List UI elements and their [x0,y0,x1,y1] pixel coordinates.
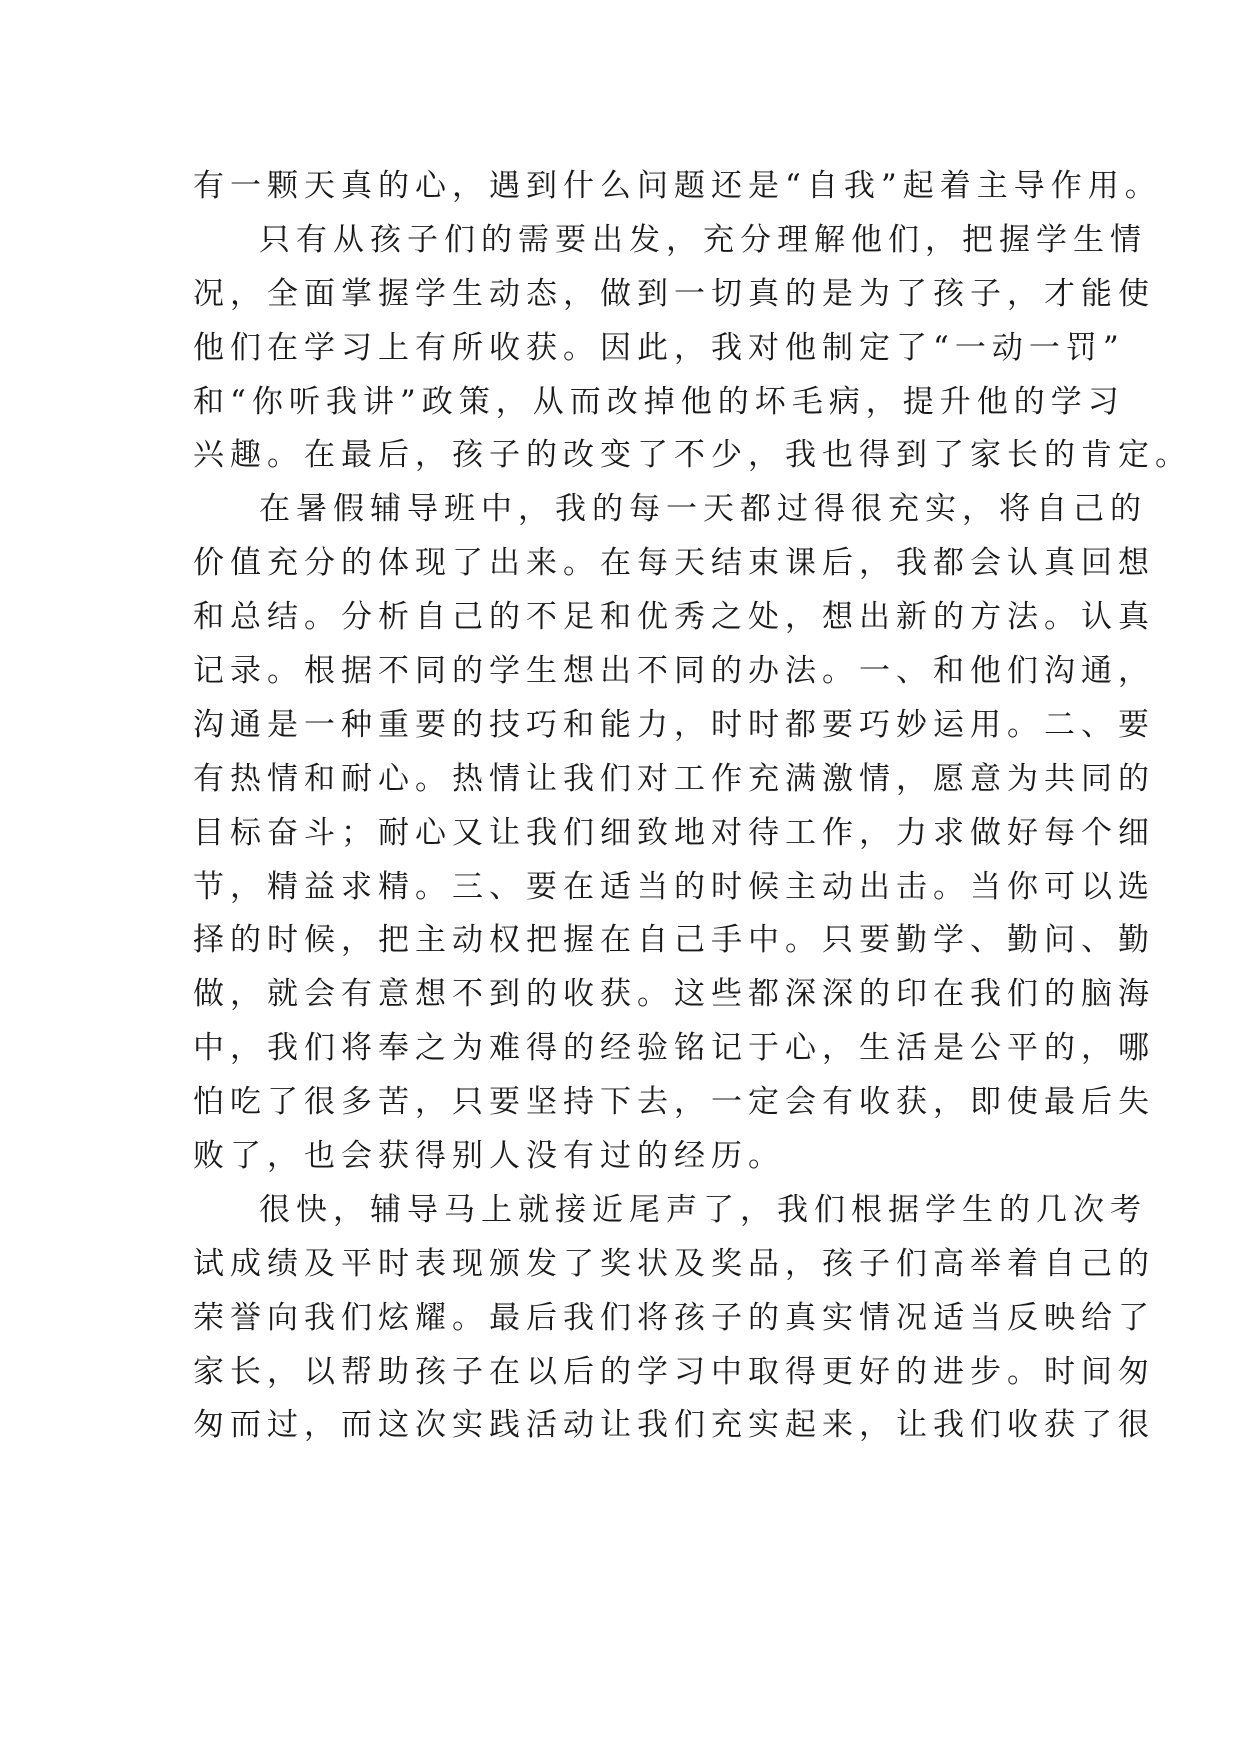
text-line: 匆而过，而这次实践活动让我们充实起来，让我们收获了很 [193,1407,1155,1444]
text-line: 只有从孩子们的需要出发，充分理解他们，把握学生情 [259,221,1147,258]
text-line: 有热情和耐心。热情让我们对工作充满激情，愿意为共同的 [193,760,1155,797]
text-line: 节，精益求精。三、要在适当的时候主动出击。当你可以选 [193,868,1155,905]
text-line: 怕吃了很多苦，只要坚持下去，一定会有收获，即使最后失 [193,1084,1155,1121]
text-line: 况，全面掌握学生动态，做到一切真的是为了孩子，才能使 [193,275,1155,312]
text-line: 和总结。分析自己的不足和优秀之处，想出新的方法。认真 [193,599,1155,636]
text-line: 很快，辅导马上就接近尾声了，我们根据学生的几次考 [259,1191,1147,1228]
body-text [193,160,1192,1453]
text-line: 败了，也会获得别人没有过的经历。 [193,1138,785,1175]
text-line: 他们在学习上有所收获。因此，我对他制定了“一动一罚” [193,329,1125,366]
text-line: 价值充分的体现了出来。在每天结束课后，我都会认真回想 [193,545,1155,582]
text-line: 试成绩及平时表现颁发了奖状及奖品，孩子们高举着自己的 [193,1245,1155,1282]
text-line: 在暑假辅导班中，我的每一天都过得很充实，将自己的 [259,491,1147,528]
text-line: 有一颗天真的心，遇到什么问题还是“自我”起着主导作用。 [193,168,1162,204]
text-line: 择的时候，把主动权把握在自己手中。只要勤学、勤问、勤 [193,922,1155,959]
text-line: 目标奋斗；耐心又让我们细致地对待工作，力求做好每个细 [193,814,1155,851]
text-line: 做，就会有意想不到的收获。这些都深深的印在我们的脑海 [193,976,1155,1013]
text-line: 荣誉向我们炫耀。最后我们将孩子的真实情况适当反映给了 [193,1299,1155,1336]
text-line: 兴趣。在最后，孩子的改变了不少，我也得到了家长的肯定。 [193,437,1192,474]
text-line: 沟通是一种重要的技巧和能力，时时都要巧妙运用。二、要 [193,706,1155,743]
text-line: 家长，以帮助孩子在以后的学习中取得更好的进步。时间匆 [193,1353,1155,1390]
text-line: 和“你听我讲”政策，从而改掉他的坏毛病，提升他的学习 [193,383,1125,420]
text-line: 记录。根据不同的学生想出不同的办法。一、和他们沟通， [193,653,1155,690]
text-line: 中，我们将奉之为难得的经验铭记于心，生活是公平的，哪 [193,1030,1155,1067]
